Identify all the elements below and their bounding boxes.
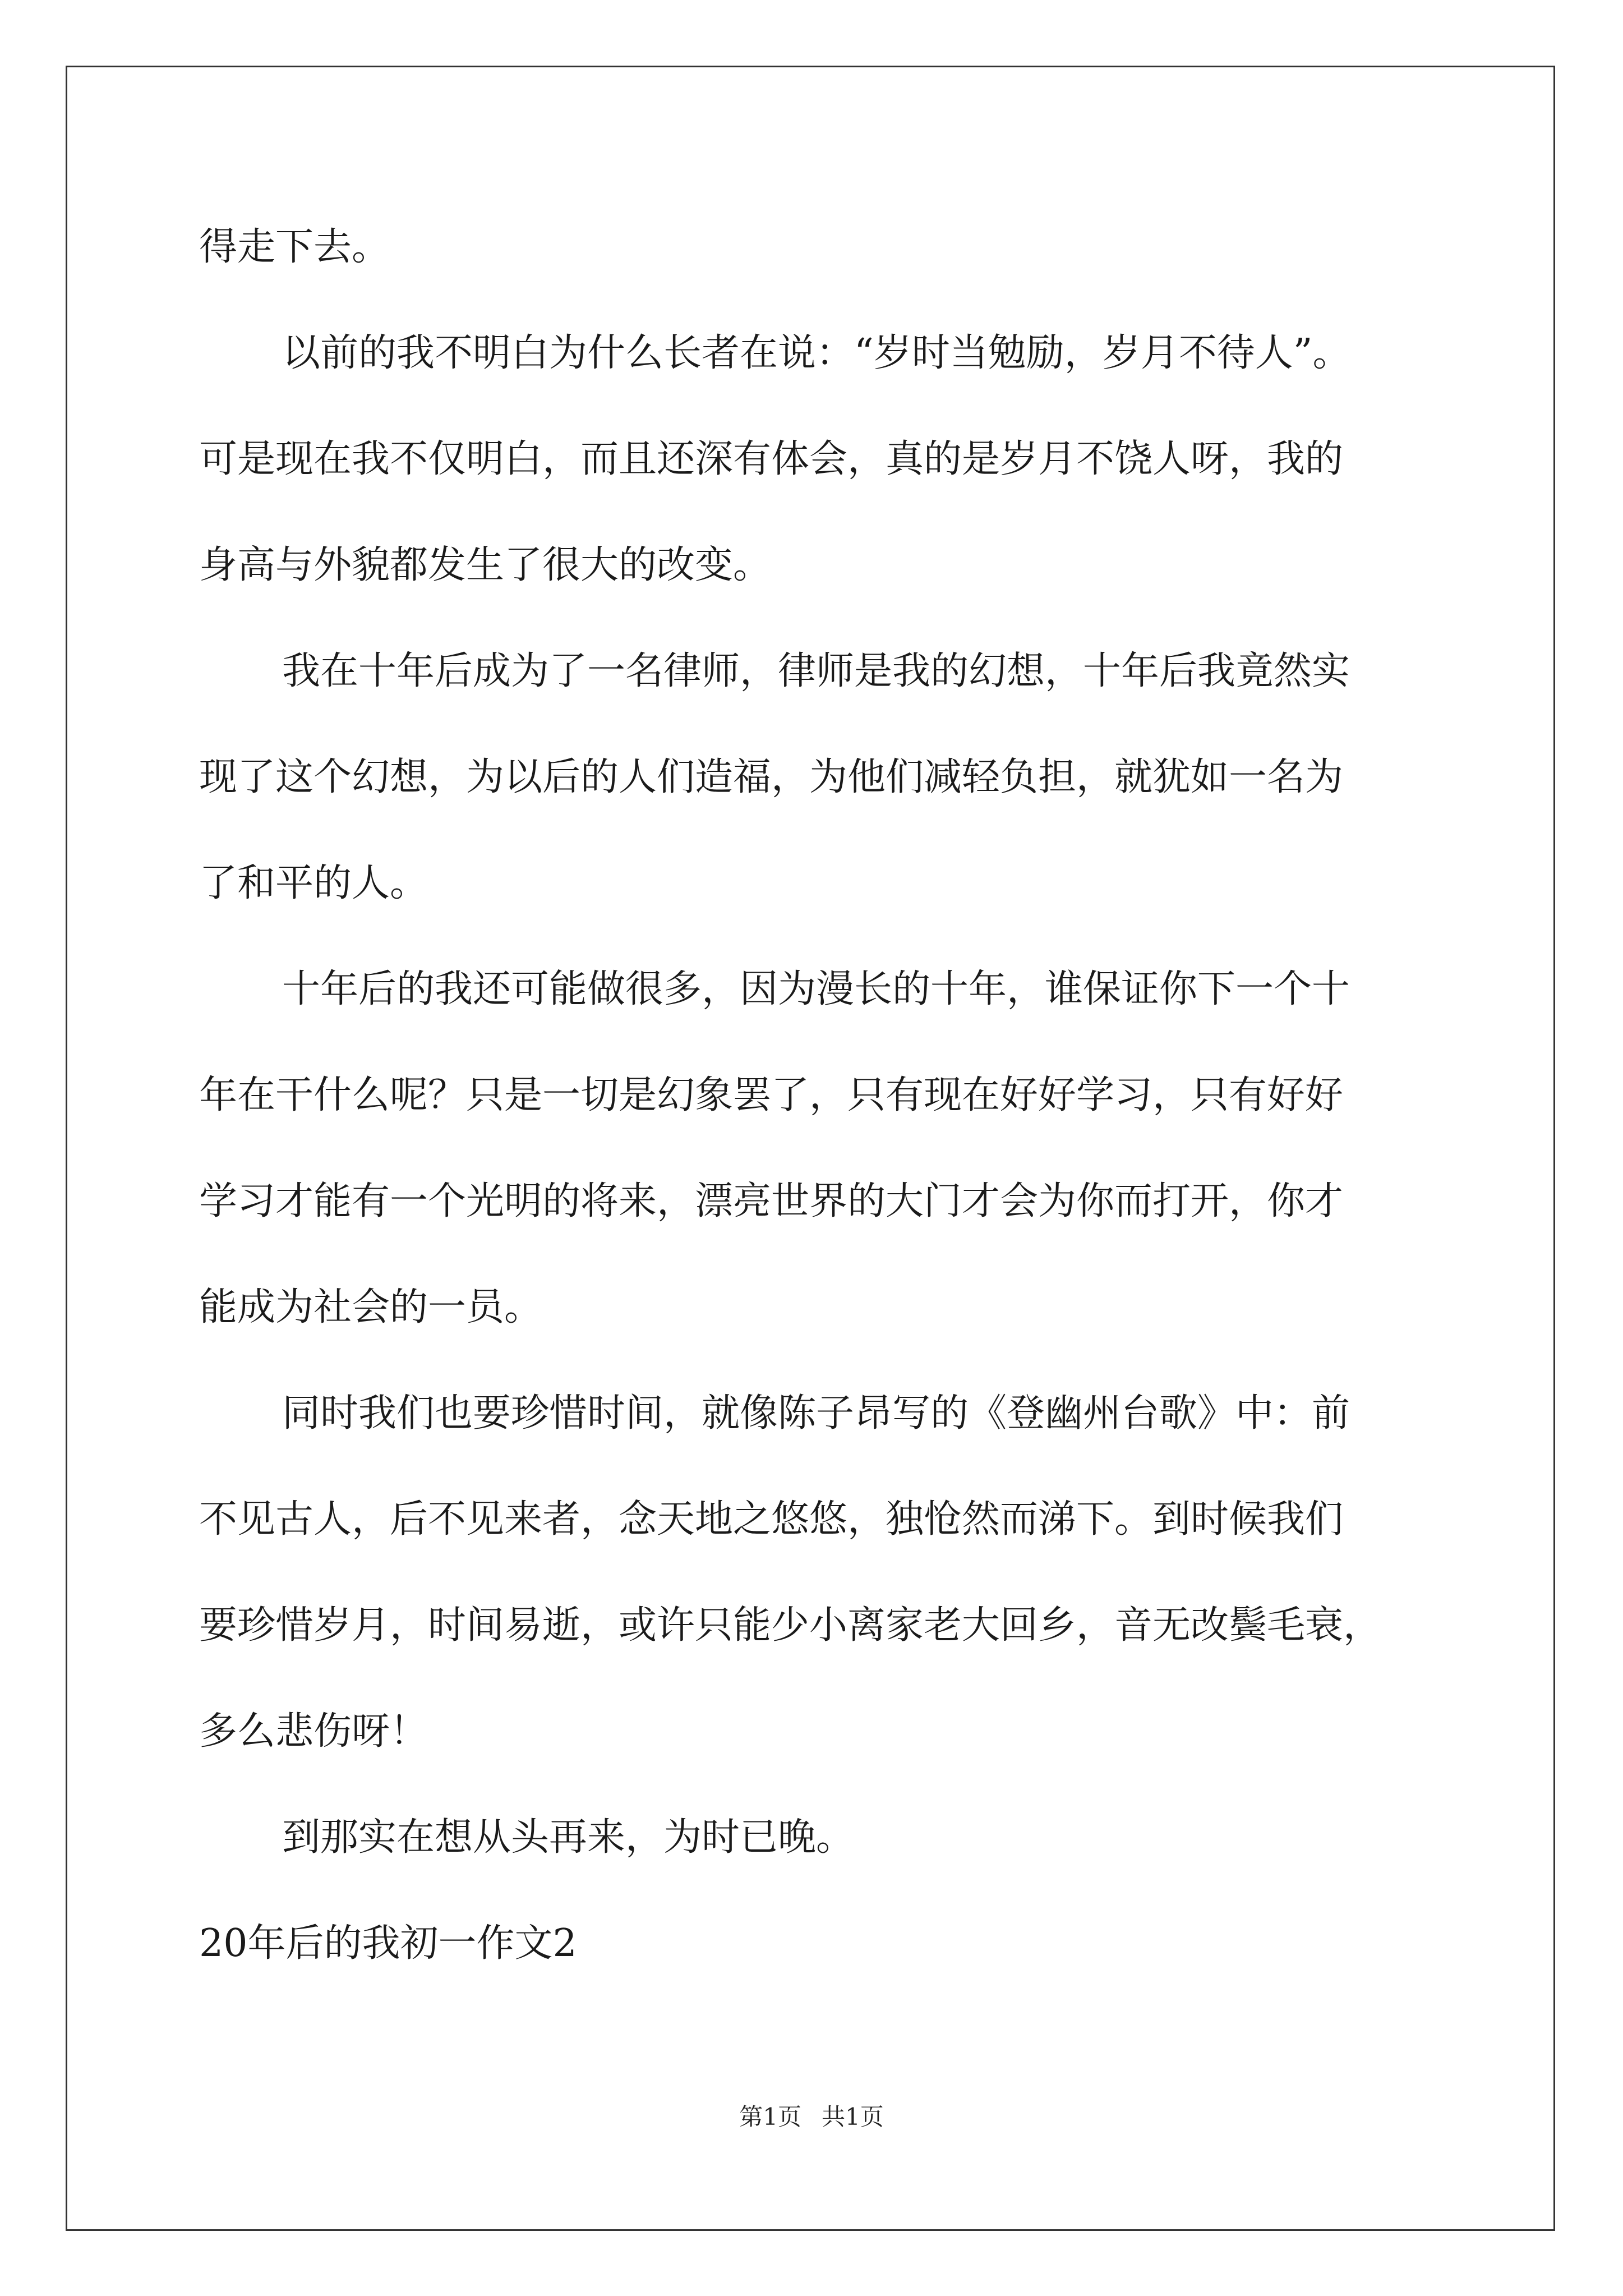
text-line: 到那实在想从头再来，为时已晚。 bbox=[282, 1815, 855, 1860]
text-line: 以前的我不明白为什么长者在说：“岁时当勉励，岁月不待人”。 bbox=[282, 331, 1351, 375]
text-line: 身高与外貌都发生了很大的改变。 bbox=[199, 543, 772, 587]
document-body bbox=[199, 222, 1433, 1970]
section-heading: 20年后的我初一作文2 bbox=[199, 1921, 577, 1966]
text-line: 同时我们也要珍惜时间，就像陈子昂写的《登幽州台歌》中：前 bbox=[282, 1391, 1350, 1435]
page-number: 第1页 bbox=[739, 2103, 801, 2131]
text-line: 可是现在我不仅明白，而且还深有体会，真的是岁月不饶人呀，我的 bbox=[199, 437, 1344, 481]
text-line: 我在十年后成为了一名律师，律师是我的幻想，十年后我竟然实 bbox=[282, 649, 1350, 693]
text-line: 十年后的我还可能做很多，因为漫长的十年，谁保证你下一个十 bbox=[282, 967, 1350, 1011]
text-line: 多么悲伤呀！ bbox=[199, 1709, 428, 1754]
text-line: 能成为社会的一员。 bbox=[199, 1285, 543, 1329]
text-line: 学习才能有一个光明的将来，漂亮世界的大门才会为你而打开，你才 bbox=[199, 1179, 1344, 1223]
text-line: 了和平的人。 bbox=[199, 861, 428, 905]
text-line: 得走下去。 bbox=[199, 225, 390, 269]
text-line: 年在干什么呢？只是一切是幻象罢了，只有现在好好学习，只有好好 bbox=[199, 1073, 1344, 1117]
text-line: 不见古人，后不见来者，念天地之悠悠，独怆然而涕下。到时候我们 bbox=[199, 1497, 1344, 1542]
text-line: 要珍惜岁月，时间易逝，或许只能少小离家老大回乡，音无改鬓毛衰， bbox=[199, 1603, 1382, 1648]
page-footer bbox=[0, 2101, 1623, 2133]
page-total: 共1页 bbox=[822, 2103, 884, 2131]
text-line: 现了这个幻想，为以后的人们造福，为他们减轻负担，就犹如一名为 bbox=[199, 755, 1344, 799]
